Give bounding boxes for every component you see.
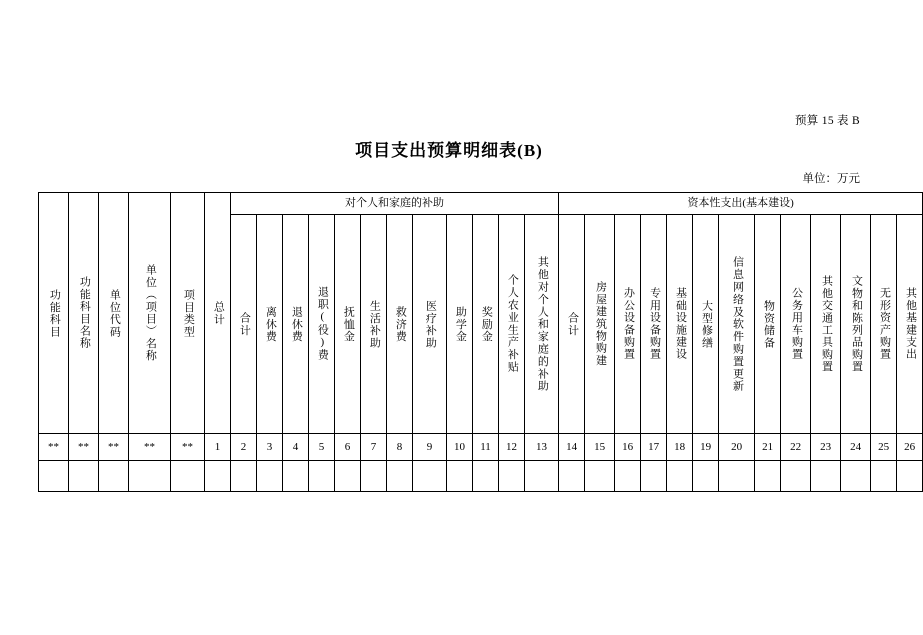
cell-value: 2 (231, 434, 257, 461)
cell-value: 14 (559, 434, 585, 461)
cell-value: 4 (283, 434, 309, 461)
header-cell-study-grant: 助学金 (447, 215, 473, 434)
cell-value: 8 (387, 434, 413, 461)
cell-blank (719, 461, 755, 492)
cell-value: 13 (525, 434, 559, 461)
cell-value: 18 (667, 434, 693, 461)
cell-value: 12 (499, 434, 525, 461)
header-cell-retirement-fee: 离休费 (257, 215, 283, 434)
header-cell-pension-fee: 退休费 (283, 215, 309, 434)
header-cell-medical-allowance: 医疗补助 (413, 215, 447, 434)
header-cell-resignation-fee: 退职(役)费 (309, 215, 335, 434)
page-title: 项目支出预算明细表(B) (355, 141, 543, 160)
cell-blank (641, 461, 667, 492)
cell-value: 25 (871, 434, 897, 461)
cell-value: 17 (641, 434, 667, 461)
cell-value: 19 (693, 434, 719, 461)
header-cell-building-construction: 房屋建筑物购建 (585, 215, 615, 434)
cell-value: 10 (447, 434, 473, 461)
header-cell-living-allowance: 生活补助 (361, 215, 387, 434)
header-cell-functional-subject: 功能科目 (39, 193, 69, 434)
cell-value: 22 (781, 434, 811, 461)
cell-blank (585, 461, 615, 492)
cell-blank (811, 461, 841, 492)
header-cell-project-type: 项目类型 (171, 193, 205, 434)
cell-blank (39, 461, 69, 492)
cell-value: ** (99, 434, 129, 461)
header-cell-major-repair: 大型修缮 (693, 215, 719, 434)
header-cell-other-transport-purchase: 其他交通工具购置 (811, 215, 841, 434)
header-cell-material-reserve: 物资储备 (755, 215, 781, 434)
cell-value: 9 (413, 434, 447, 461)
cell-blank (559, 461, 585, 492)
header-cell-relief-fee: 救济费 (387, 215, 413, 434)
header-cell-personal-agriculture-subsidy: 个人农业生产补贴 (499, 215, 525, 434)
cell-blank (335, 461, 361, 492)
cell-value: 11 (473, 434, 499, 461)
cell-blank (871, 461, 897, 492)
cell-blank (447, 461, 473, 492)
cell-value: ** (39, 434, 69, 461)
unit-note: 单位：万元 (802, 173, 860, 185)
form-code: 预算 15 表 B (795, 115, 860, 127)
table-row-column-numbers (39, 434, 923, 461)
cell-blank (755, 461, 781, 492)
cell-blank (69, 461, 99, 492)
cell-blank (667, 461, 693, 492)
header-cell-compassion-money: 抚恤金 (335, 215, 361, 434)
cell-blank (473, 461, 499, 492)
cell-blank (283, 461, 309, 492)
cell-value: 1 (205, 434, 231, 461)
cell-value: 20 (719, 434, 755, 461)
cell-blank (99, 461, 129, 492)
cell-blank (693, 461, 719, 492)
cell-blank (841, 461, 871, 492)
header-cell-official-vehicle-purchase: 公务用车购置 (781, 215, 811, 434)
cell-value: ** (171, 434, 205, 461)
table-group-header-row (39, 193, 923, 215)
cell-blank (499, 461, 525, 492)
cell-blank (897, 461, 923, 492)
cell-blank (257, 461, 283, 492)
cell-value: ** (129, 434, 171, 461)
cell-value: 21 (755, 434, 781, 461)
cell-blank (205, 461, 231, 492)
cell-blank (525, 461, 559, 492)
cell-blank (615, 461, 641, 492)
cell-value: 7 (361, 434, 387, 461)
header-cell-subsidy-subtotal: 合计 (231, 215, 257, 434)
cell-value: 15 (585, 434, 615, 461)
header-cell-intangible-asset-purchase: 无形资产购置 (871, 215, 897, 434)
cell-value: 24 (841, 434, 871, 461)
header-cell-unit-project-name: 单位（项目）名称 (129, 193, 171, 434)
header-cell-total: 总计 (205, 193, 231, 434)
cell-value: ** (69, 434, 99, 461)
table-row (39, 461, 923, 492)
header-cell-capital-subtotal: 合计 (559, 215, 585, 434)
cell-value: 6 (335, 434, 361, 461)
cell-value: 23 (811, 434, 841, 461)
header-cell-special-equipment-purchase: 专用设备购置 (641, 215, 667, 434)
header-cell-functional-subject-name: 功能科目名称 (69, 193, 99, 434)
header-cell-reward-money: 奖励金 (473, 215, 499, 434)
cell-blank (309, 461, 335, 492)
cell-value: 5 (309, 434, 335, 461)
cell-blank (361, 461, 387, 492)
header-cell-infrastructure-construction: 基础设施建设 (667, 215, 693, 434)
header-cell-unit-code: 单位代码 (99, 193, 129, 434)
header-cell-office-equipment-purchase: 办公设备购置 (615, 215, 641, 434)
cell-blank (171, 461, 205, 492)
cell-blank (231, 461, 257, 492)
group-header-personal-family-subsidy: 对个人和家庭的补助 (231, 193, 559, 215)
cell-value: 26 (897, 434, 923, 461)
cell-value: 16 (615, 434, 641, 461)
cell-blank (781, 461, 811, 492)
cell-blank (413, 461, 447, 492)
budget-detail-table (38, 192, 923, 492)
group-header-capital-expenditure: 资本性支出(基本建设) (559, 193, 923, 215)
header-cell-information-network-software: 信息网络及软件购置更新 (719, 215, 755, 434)
cell-value: 3 (257, 434, 283, 461)
header-cell-cultural-relics-purchase: 文物和陈列品购置 (841, 215, 871, 434)
header-cell-other-personal-family-subsidy: 其他对个人和家庭的补助 (525, 215, 559, 434)
cell-blank (129, 461, 171, 492)
cell-blank (387, 461, 413, 492)
header-cell-other-capital-expenditure: 其他基建支出 (897, 215, 923, 434)
